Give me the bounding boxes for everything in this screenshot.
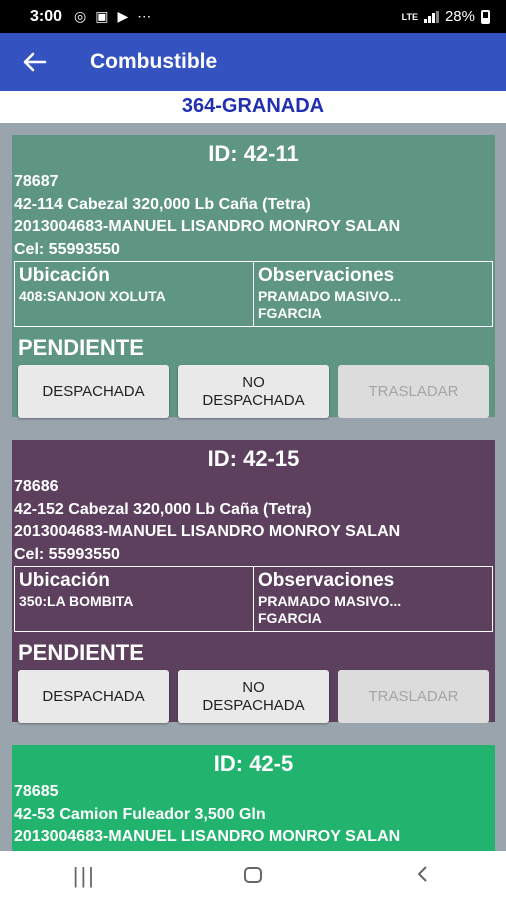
status-time: 3:00 [30,7,63,25]
network-label: LTE [401,11,418,22]
observaciones-value: PRAMADO MASIVO... FGARCIA [258,593,402,626]
more-icon: ⋯ [137,8,152,24]
system-nav-bar [0,851,506,900]
status-label: PENDIENTE [18,640,144,665]
details-grid [14,566,493,632]
status-bar [0,0,506,33]
ubicacion-value: 350:LA BOMBITA [19,593,134,609]
sync-icon: ◎ [74,8,87,24]
image-icon: ▣ [95,8,109,24]
card-id: ID: 42-11 [208,141,299,166]
home-button[interactable] [213,863,293,889]
signal-icon [424,11,439,23]
order-number: 78687 [14,173,59,190]
details-grid [14,261,493,327]
no-despachada-button[interactable]: NO DESPACHADA [178,365,329,418]
vehicle-description: 42-53 Camion Fuleador 3,500 Gln [14,805,266,823]
home-icon [244,867,262,883]
observaciones-value: PRAMADO MASIVO... FGARCIA [258,288,402,321]
trasladar-button[interactable]: TRASLADAR [338,365,489,418]
order-number: 78685 [14,783,59,800]
ubicacion-header: Ubicación [19,570,110,591]
recent-apps-button[interactable] [44,863,124,889]
ubicacion-cell [15,567,253,631]
no-despachada-button[interactable]: NO DESPACHADA [178,670,329,723]
driver-phone: Cel: 55993550 [14,545,120,563]
order-number: 78686 [14,478,59,495]
driver-name: 2013004683-MANUEL LISANDRO MONROY SALAN [14,523,401,540]
page-title: Combustible [90,50,218,73]
driver-phone: Cel: 55993550 [14,240,120,258]
status-label: PENDIENTE [18,335,144,360]
app-bar [0,33,506,91]
dispatch-card [12,135,495,417]
driver-name: 2013004683-MANUEL LISANDRO MONROY SALAN [14,828,401,845]
despachada-button[interactable]: DESPACHADA [18,365,169,418]
trasladar-button[interactable]: TRASLADAR [338,670,489,723]
card-id: ID: 42-15 [207,446,300,471]
ubicacion-header: Ubicación [19,265,110,286]
battery-icon [481,10,490,24]
chevron-left-icon [416,865,428,883]
card-id: ID: 42-5 [213,751,294,776]
station-header: 364-GRANADA [0,91,506,123]
back-button[interactable] [0,33,70,91]
battery-percent: 28% [444,8,475,25]
arrow-left-icon [24,53,46,71]
observaciones-cell [253,262,492,326]
dispatch-card [12,440,495,722]
dispatch-list[interactable] [0,123,506,851]
ubicacion-cell [15,262,253,326]
notification-icons [74,8,151,25]
despachada-button[interactable]: DESPACHADA [18,670,169,723]
vehicle-description: 42-114 Cabezal 320,000 Lb Caña (Tetra) [14,195,311,213]
observaciones-header: Observaciones [258,265,395,286]
observaciones-cell [253,567,492,631]
ubicacion-value: 408:SANJON XOLUTA [19,288,166,304]
play-icon: ▶ [117,8,129,24]
vehicle-description: 42-152 Cabezal 320,000 Lb Caña (Tetra) [14,500,312,518]
system-back-button[interactable] [382,863,462,889]
recent-apps-icon: ||| [72,862,96,888]
observaciones-header: Observaciones [258,570,395,591]
driver-name: 2013004683-MANUEL LISANDRO MONROY SALAN [14,218,401,235]
